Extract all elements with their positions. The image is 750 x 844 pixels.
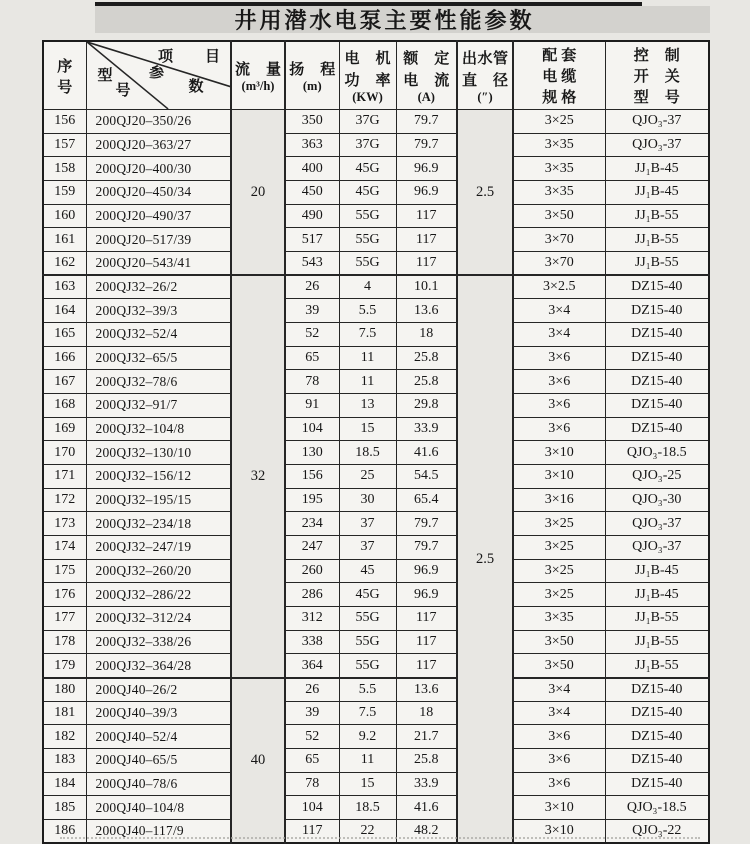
header-switch-line3: 型 号 [633,90,680,106]
cell-index: 180 [43,678,86,702]
pump-parameters-table [42,40,710,844]
cell-model: 200QJ20–350/26 [86,110,231,134]
table-row [43,725,709,749]
cell-model: 200QJ20–363/27 [86,133,231,157]
cell-index: 156 [43,110,86,134]
cell-model: 200QJ32–104/8 [86,417,231,441]
cell-model: 200QJ32–78/6 [86,370,231,394]
cell-cable: 3×35 [513,133,605,157]
cell-current: 96.9 [396,583,457,607]
header-power [339,41,396,110]
cell-switch: JJ₁B-55 [605,204,709,228]
cell-head: 450 [285,181,339,205]
cell-current: 10.1 [396,275,457,299]
cell-current: 25.8 [396,749,457,773]
cell-model: 200QJ32–52/4 [86,323,231,347]
cell-current: 25.8 [396,370,457,394]
cell-power: 9.2 [339,725,396,749]
cell-power: 55G [339,654,396,678]
cell-switch: DZ15-40 [605,772,709,796]
cell-cable: 3×6 [513,394,605,418]
cell-power: 4 [339,275,396,299]
cell-index: 169 [43,417,86,441]
cell-current: 13.6 [396,299,457,323]
cell-power: 37G [339,133,396,157]
table-body [43,110,709,844]
header-diagonal-model-1: 型 [97,68,113,84]
cell-switch: DZ15-40 [605,346,709,370]
cell-head: 104 [285,417,339,441]
cell-cable: 3×35 [513,157,605,181]
cell-power: 11 [339,749,396,773]
cell-head: 364 [285,654,339,678]
table-header [43,41,709,110]
cell-cable: 3×4 [513,299,605,323]
cell-model: 200QJ32–156/12 [86,465,231,489]
cell-head: 130 [285,441,339,465]
table-row [43,323,709,347]
cell-model: 200QJ32–364/28 [86,654,231,678]
cell-head: 234 [285,512,339,536]
cell-head: 543 [285,252,339,276]
cell-model: 200QJ32–286/22 [86,583,231,607]
cell-cable: 3×6 [513,772,605,796]
cell-power: 18.5 [339,796,396,820]
table-row [43,441,709,465]
title-band [95,6,710,33]
cell-power: 55G [339,204,396,228]
cell-current: 117 [396,204,457,228]
cell-switch: DZ15-40 [605,701,709,725]
cell-head: 39 [285,701,339,725]
header-index-line2: 号 [57,79,73,96]
cell-switch: DZ15-40 [605,678,709,702]
cell-switch: QJO₃-18.5 [605,796,709,820]
cell-model: 200QJ40–39/3 [86,701,231,725]
table-row [43,559,709,583]
cell-cable: 3×4 [513,678,605,702]
cell-head: 338 [285,630,339,654]
cell-power: 5.5 [339,299,396,323]
cell-current: 79.7 [396,133,457,157]
cell-index: 178 [43,630,86,654]
cell-cable: 3×2.5 [513,275,605,299]
table-row [43,488,709,512]
cell-switch: JJ₁B-45 [605,583,709,607]
cell-index: 168 [43,394,86,418]
cell-model: 200QJ32–234/18 [86,512,231,536]
table-row [43,275,709,299]
table-row [43,772,709,796]
cell-power: 45G [339,583,396,607]
header-head-label: 扬 程 [289,62,336,78]
cell-index: 171 [43,465,86,489]
cell-cable: 3×35 [513,181,605,205]
cell-power: 45G [339,157,396,181]
header-outlet-line2: 直 径 [462,73,508,89]
cell-power: 25 [339,465,396,489]
cell-index: 160 [43,204,86,228]
cell-current: 79.7 [396,110,457,134]
cell-switch: QJO₃-30 [605,488,709,512]
cell-model: 200QJ40–78/6 [86,772,231,796]
cell-index: 164 [43,299,86,323]
cell-index: 163 [43,275,86,299]
cell-power: 37G [339,110,396,134]
table-row [43,110,709,134]
table-row [43,796,709,820]
header-head-unit: (m) [302,79,322,93]
header-flow [231,41,285,110]
scan-artifact-line [60,837,700,839]
cell-model: 200QJ20–490/37 [86,204,231,228]
cell-cable: 3×10 [513,465,605,489]
table-row [43,133,709,157]
header-switch [605,41,709,110]
cell-cable: 3×16 [513,488,605,512]
cell-index: 158 [43,157,86,181]
table-row [43,299,709,323]
cell-model: 200QJ40–26/2 [86,678,231,702]
cell-head: 39 [285,299,339,323]
cell-switch: JJ₁B-55 [605,607,709,631]
cell-cable: 3×70 [513,252,605,276]
cell-switch: JJ₁B-55 [605,252,709,276]
cell-cable: 3×6 [513,370,605,394]
cell-power: 11 [339,346,396,370]
cell-flow-group: 32 [231,275,285,677]
cell-index: 162 [43,252,86,276]
cell-switch: QJO₃-22 [605,820,709,844]
cell-head: 26 [285,678,339,702]
cell-current: 13.6 [396,678,457,702]
cell-model: 200QJ32–130/10 [86,441,231,465]
header-flow-unit: (m³/h) [241,79,275,93]
cell-current: 96.9 [396,181,457,205]
cell-model: 200QJ32–26/2 [86,275,231,299]
header-head [285,41,339,110]
cell-cable: 3×4 [513,701,605,725]
cell-index: 170 [43,441,86,465]
cell-index: 173 [43,512,86,536]
cell-current: 117 [396,607,457,631]
cell-switch: JJ₁B-45 [605,181,709,205]
cell-cable: 3×25 [513,559,605,583]
cell-power: 55G [339,630,396,654]
header-outlet [457,41,513,110]
cell-switch: QJO₃-37 [605,133,709,157]
cell-switch: JJ₁B-45 [605,157,709,181]
cell-switch: DZ15-40 [605,749,709,773]
cell-index: 166 [43,346,86,370]
cell-cable: 3×25 [513,536,605,560]
cell-power: 18.5 [339,441,396,465]
header-power-line1: 电 机 [344,51,391,67]
cell-model: 200QJ32–39/3 [86,299,231,323]
table-row [43,512,709,536]
cell-model: 200QJ20–517/39 [86,228,231,252]
cell-cable: 3×10 [513,441,605,465]
cell-head: 78 [285,772,339,796]
header-cable [513,41,605,110]
cell-power: 55G [339,252,396,276]
cell-head: 517 [285,228,339,252]
cell-model: 200QJ20–400/30 [86,157,231,181]
cell-index: 183 [43,749,86,773]
page-title: 井用潜水电泵主要性能参数 [234,8,535,33]
table-row [43,701,709,725]
cell-cable: 3×50 [513,630,605,654]
cell-outlet-group: 2.5 [457,275,513,843]
header-flow-label: 流 量 [235,62,281,78]
header-index [43,41,86,110]
cell-switch: JJ₁B-55 [605,630,709,654]
cell-current: 117 [396,654,457,678]
cell-switch: QJO₃-37 [605,536,709,560]
cell-cable: 3×6 [513,346,605,370]
cell-model: 200QJ32–312/24 [86,607,231,631]
cell-cable: 3×10 [513,820,605,844]
cell-index: 175 [43,559,86,583]
cell-head: 26 [285,275,339,299]
cell-model: 200QJ32–65/5 [86,346,231,370]
table-row [43,654,709,678]
table-row [43,252,709,276]
cell-current: 54.5 [396,465,457,489]
table-row [43,370,709,394]
cell-index: 176 [43,583,86,607]
cell-head: 78 [285,370,339,394]
cell-index: 186 [43,820,86,844]
header-row [43,41,709,110]
cell-head: 490 [285,204,339,228]
cell-current: 79.7 [396,512,457,536]
cell-flow-group: 20 [231,110,285,276]
cell-power: 7.5 [339,701,396,725]
cell-flow-group: 40 [231,678,285,844]
header-model-diagonal [86,41,231,110]
header-power-line2: 功 率 [344,73,391,89]
cell-switch: DZ15-40 [605,370,709,394]
cell-current: 48.2 [396,820,457,844]
cell-current: 18 [396,701,457,725]
cell-switch: DZ15-40 [605,323,709,347]
cell-power: 55G [339,607,396,631]
cell-current: 117 [396,252,457,276]
cell-switch: DZ15-40 [605,417,709,441]
cell-head: 286 [285,583,339,607]
header-cable-line1: 配 套 [542,48,577,64]
cell-power: 45 [339,559,396,583]
table-row [43,583,709,607]
table-row [43,607,709,631]
cell-switch: DZ15-40 [605,394,709,418]
table-row [43,157,709,181]
cell-current: 65.4 [396,488,457,512]
cell-power: 13 [339,394,396,418]
table-row [43,228,709,252]
cell-index: 185 [43,796,86,820]
cell-index: 184 [43,772,86,796]
cell-index: 165 [43,323,86,347]
header-current-unit: (A) [417,90,435,104]
cell-power: 22 [339,820,396,844]
cell-cable: 3×25 [513,512,605,536]
cell-model: 200QJ40–52/4 [86,725,231,749]
cell-cable: 3×6 [513,749,605,773]
table-row [43,749,709,773]
cell-cable: 3×6 [513,725,605,749]
cell-head: 104 [285,796,339,820]
cell-head: 65 [285,749,339,773]
cell-model: 200QJ20–450/34 [86,181,231,205]
cell-power: 55G [339,228,396,252]
cell-index: 177 [43,607,86,631]
cell-index: 174 [43,536,86,560]
cell-current: 18 [396,323,457,347]
header-diagonal-param-2: 数 [188,79,204,95]
cell-cable: 3×50 [513,204,605,228]
cell-switch: JJ₁B-55 [605,228,709,252]
table-row [43,630,709,654]
header-current [396,41,457,110]
header-cable-line2: 电 缆 [542,69,577,85]
cell-model: 200QJ32–195/15 [86,488,231,512]
cell-current: 33.9 [396,417,457,441]
table-row [43,394,709,418]
table-row [43,465,709,489]
cell-current: 41.6 [396,441,457,465]
cell-current: 96.9 [396,157,457,181]
table-row [43,204,709,228]
cell-power: 30 [339,488,396,512]
cell-cable: 3×25 [513,583,605,607]
cell-cable: 3×25 [513,110,605,134]
cell-current: 117 [396,630,457,654]
cell-power: 5.5 [339,678,396,702]
cell-model: 200QJ32–260/20 [86,559,231,583]
header-outlet-unit: (″) [477,90,493,104]
table-row [43,346,709,370]
table-row [43,181,709,205]
cell-index: 161 [43,228,86,252]
cell-cable: 3×10 [513,796,605,820]
cell-switch: QJO₃-25 [605,465,709,489]
cell-head: 52 [285,323,339,347]
cell-power: 7.5 [339,323,396,347]
cell-current: 41.6 [396,796,457,820]
cell-switch: JJ₁B-55 [605,654,709,678]
cell-cable: 3×4 [513,323,605,347]
cell-current: 79.7 [396,536,457,560]
cell-power: 37 [339,512,396,536]
cell-head: 65 [285,346,339,370]
cell-current: 96.9 [396,559,457,583]
cell-head: 260 [285,559,339,583]
cell-current: 25.8 [396,346,457,370]
cell-head: 156 [285,465,339,489]
cell-model: 200QJ40–117/9 [86,820,231,844]
cell-index: 172 [43,488,86,512]
cell-head: 400 [285,157,339,181]
cell-power: 45G [339,181,396,205]
cell-model: 200QJ32–338/26 [86,630,231,654]
cell-head: 52 [285,725,339,749]
cell-head: 117 [285,820,339,844]
cell-cable: 3×50 [513,654,605,678]
cell-current: 21.7 [396,725,457,749]
cell-head: 247 [285,536,339,560]
cell-index: 157 [43,133,86,157]
cell-index: 167 [43,370,86,394]
cell-current: 117 [396,228,457,252]
header-outlet-line1: 出水管 [462,51,508,67]
header-power-unit: (KW) [352,90,383,104]
cell-model: 200QJ32–91/7 [86,394,231,418]
cell-model: 200QJ20–543/41 [86,252,231,276]
header-diagonal-model-2: 号 [115,83,131,99]
cell-current: 29.8 [396,394,457,418]
cell-switch: DZ15-40 [605,299,709,323]
cell-power: 37 [339,536,396,560]
cell-index: 179 [43,654,86,678]
header-cable-line3: 规 格 [542,90,577,106]
cell-current: 33.9 [396,772,457,796]
header-diagonal-project: 项 目 [158,49,220,65]
cell-switch: QJO₃-18.5 [605,441,709,465]
cell-switch: QJO₃-37 [605,512,709,536]
cell-model: 200QJ40–104/8 [86,796,231,820]
table-row [43,417,709,441]
cell-power: 11 [339,370,396,394]
cell-power: 15 [339,417,396,441]
cell-switch: DZ15-40 [605,725,709,749]
cell-head: 91 [285,394,339,418]
cell-switch: QJO₃-37 [605,110,709,134]
header-switch-line2: 开 关 [633,69,680,85]
cell-switch: JJ₁B-45 [605,559,709,583]
cell-head: 312 [285,607,339,631]
cell-cable: 3×35 [513,607,605,631]
header-current-line2: 电 流 [403,73,450,89]
cell-cable: 3×6 [513,417,605,441]
header-current-line1: 额 定 [403,51,450,67]
cell-model: 200QJ32–247/19 [86,536,231,560]
cell-head: 363 [285,133,339,157]
cell-outlet-group: 2.5 [457,110,513,276]
cell-index: 159 [43,181,86,205]
header-diagonal-param-1: 参 [146,64,165,84]
cell-index: 182 [43,725,86,749]
cell-power: 15 [339,772,396,796]
cell-head: 350 [285,110,339,134]
cell-head: 195 [285,488,339,512]
table-row [43,536,709,560]
table-row [43,678,709,702]
cell-switch: DZ15-40 [605,275,709,299]
header-index-line1: 序 [57,58,73,75]
header-switch-line1: 控 制 [633,48,680,64]
cell-model: 200QJ40–65/5 [86,749,231,773]
table-row [43,820,709,844]
cell-index: 181 [43,701,86,725]
cell-cable: 3×70 [513,228,605,252]
